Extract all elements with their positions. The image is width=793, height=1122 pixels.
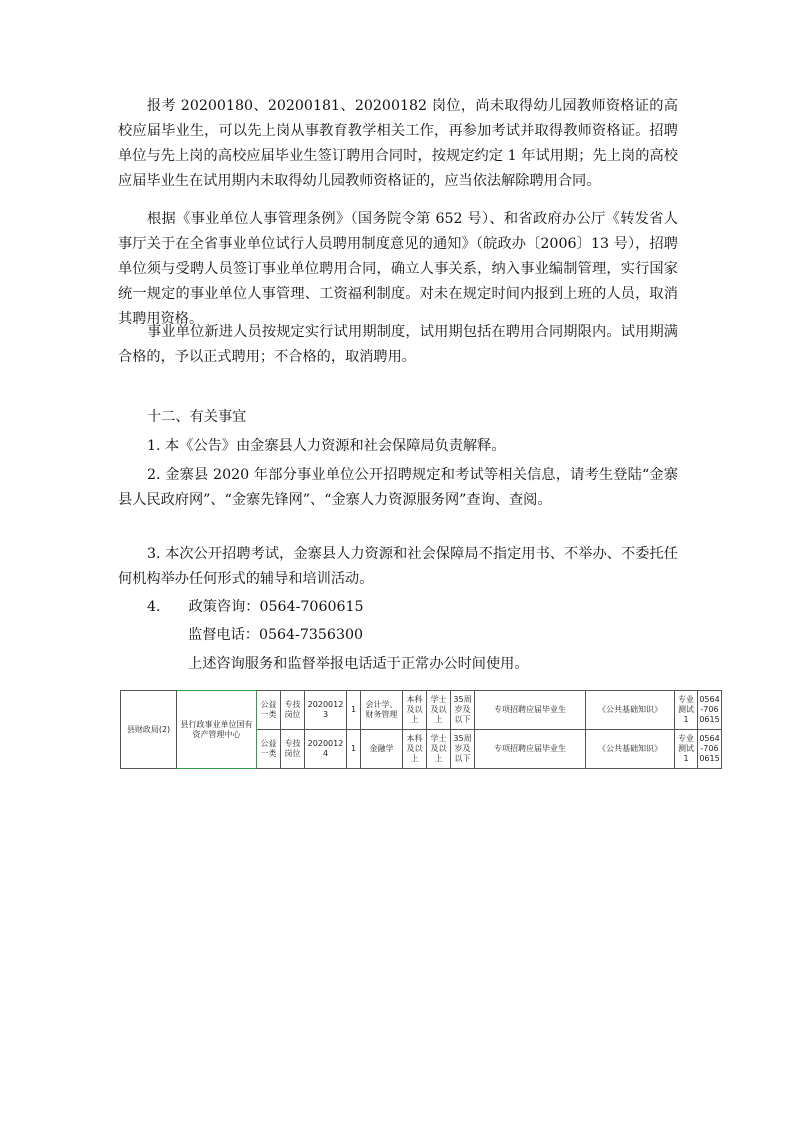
major-cell: 金融学 xyxy=(361,730,403,769)
post-type-cell: 专技岗位 xyxy=(281,691,305,730)
test-cell: 专业测试1 xyxy=(675,691,698,730)
contact-number: 4. xyxy=(147,599,161,615)
item-1: 1. 本《公告》由金寨县人力资源和社会保障局负责解释。 xyxy=(147,438,506,454)
phone-cell: 0564-7060615 xyxy=(698,691,722,730)
policy-label: 政策咨询： xyxy=(188,599,260,615)
test-cell: 专业测试1 xyxy=(675,730,698,769)
supervise-phone: 0564-7356300 xyxy=(258,627,364,643)
paragraph-probation-period: 事业单位新进人员按规定实行试用期制度，试用期包括在聘用合同期限内。试用期满合格的，予以正式聘用；不合格的，取消聘用。 xyxy=(118,324,678,365)
item-3: 3. 本次公开招聘考试，金寨县人力资源和社会保障局不指定用书、不举办、不委托任何机构举办任何形式的辅导和培训活动。 xyxy=(118,546,678,587)
major-cell: 会计学、财务管理 xyxy=(361,691,403,730)
degree-cell: 学士及以上 xyxy=(427,730,451,769)
subject-cell: 《公共基础知识》 xyxy=(586,691,675,730)
category-cell: 公益一类 xyxy=(257,691,281,730)
code-cell: 20200123 xyxy=(305,691,347,730)
age-cell: 35周岁及以下 xyxy=(451,730,475,769)
contact-policy-line xyxy=(147,595,364,620)
category-cell: 公益一类 xyxy=(257,730,281,769)
policy-phone: 0564-7060615 xyxy=(259,599,364,615)
section-title: 十二、有关事宜 xyxy=(147,409,247,425)
target-cell: 专项招聘应届毕业生 xyxy=(475,691,586,730)
department-cell: 县财政局(2) xyxy=(121,691,177,769)
contact-note: 上述咨询服务和监督举报电话适于正常办公时间使用。 xyxy=(188,656,529,672)
subject-cell: 《公共基础知识》 xyxy=(586,730,675,769)
supervise-label: 监督电话： xyxy=(188,627,259,643)
degree-cell: 学士及以上 xyxy=(427,691,451,730)
education-cell: 本科及以上 xyxy=(403,691,427,730)
item-2: 2. 金寨县 2020 年部分事业单位公开招聘规定和考试等相关信息，请考生登陆“金寨县人民政府网”、“金寨先锋网”、“金寨人力资源服务网”查询、查阅。 xyxy=(118,467,678,508)
education-cell: 本科及以上 xyxy=(403,730,427,769)
recruitment-table xyxy=(120,690,722,769)
table-row xyxy=(121,691,722,730)
post-type-cell: 专技岗位 xyxy=(281,730,305,769)
paragraph-contract-regulation: 根据《事业单位人事管理条例》（国务院令第 652 号）、和省政府办公厅《转发省人事厅关于在全省事业单位试行人员聘用制度意见的通知》（皖政办〔2006〕13 号），招聘单位须与受聘人员签订事业单位聘用合同，确立人事关系，纳入事业编制管理，实行国家统一规定的事业单位人事管理、工资福利制度。对未在规定时间内报到上班的人员，取消其聘用资格。 xyxy=(118,211,678,327)
paragraph-probation-teachers: 报考 20200180、20200181、20200182 岗位，尚未取得幼儿园教师资格证的高校应届毕业生，可以先上岗从事教育教学相关工作，再参加考试并取得教师资格证。招聘单位与先上岗的高校应届毕业生签订聘用合同时，按规定约定 1 年试用期；先上岗的高校应届毕业生在试用期内未取得幼儿园教师资格证的，应当依法解除聘用合同。 xyxy=(118,98,678,189)
target-cell: 专项招聘应届毕业生 xyxy=(475,730,586,769)
phone-cell: 0564-7060615 xyxy=(698,730,722,769)
age-cell: 35周岁及以下 xyxy=(451,691,475,730)
unit-cell: 县行政事业单位国有资产管理中心 xyxy=(177,691,257,769)
count-cell: 1 xyxy=(347,730,361,769)
contact-supervise-line xyxy=(188,623,363,648)
count-cell: 1 xyxy=(347,691,361,730)
code-cell: 20200124 xyxy=(305,730,347,769)
